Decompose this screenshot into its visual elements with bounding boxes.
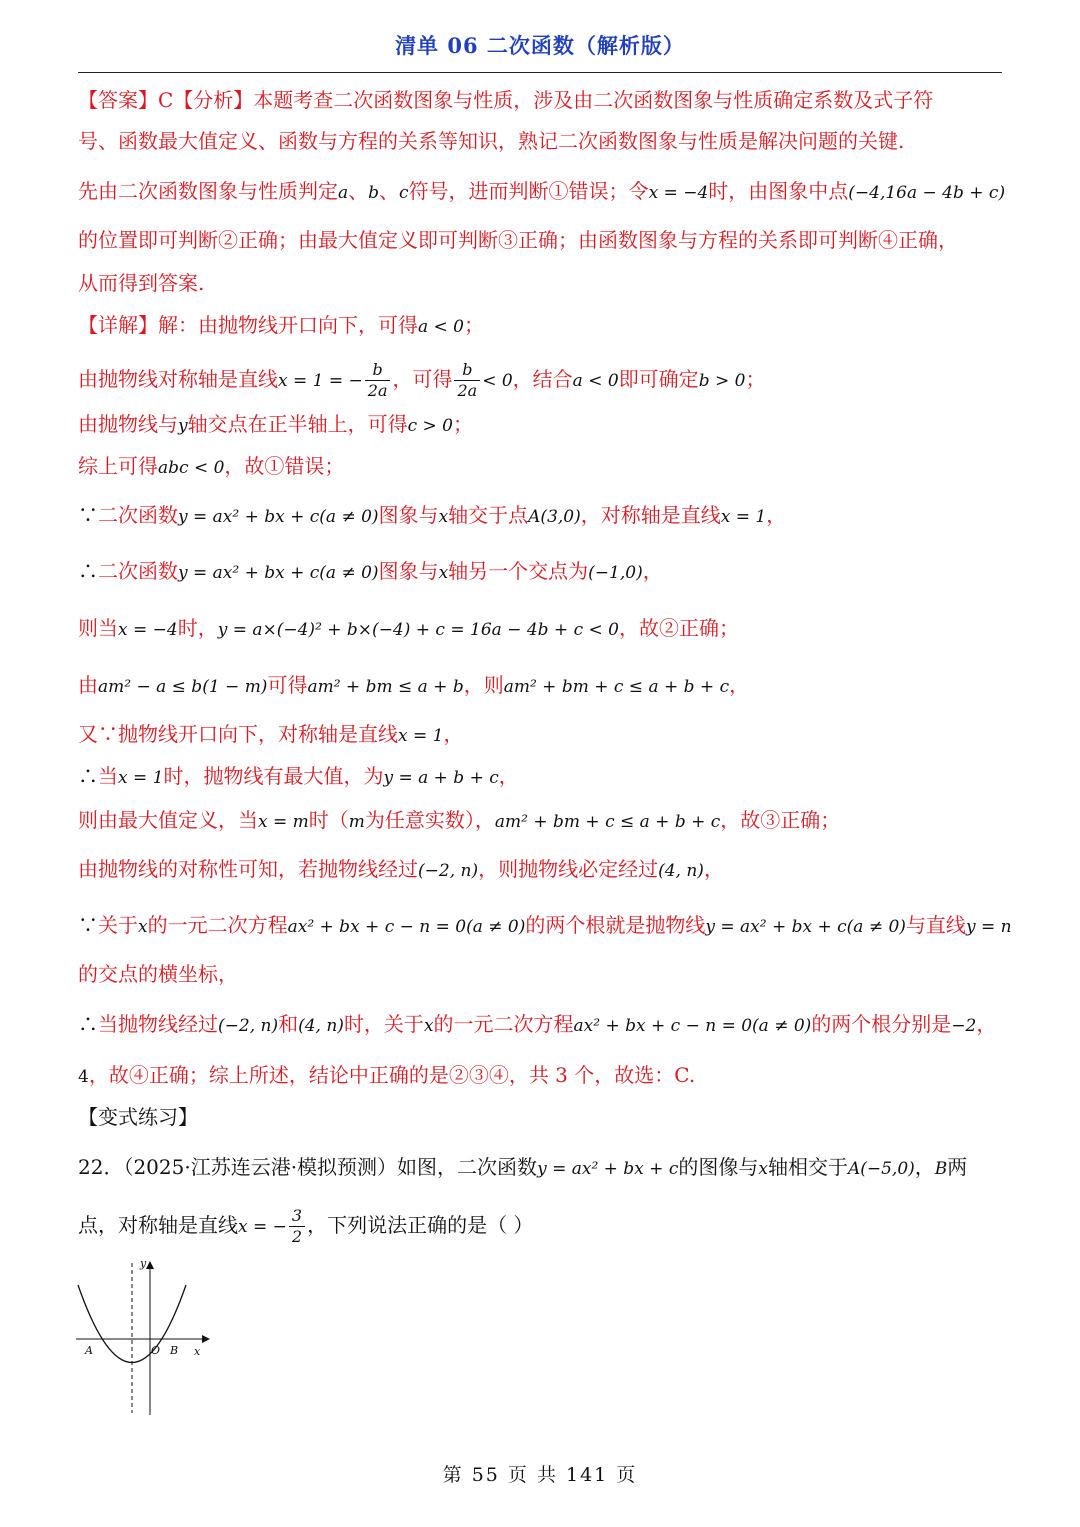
header-divider: [78, 72, 1002, 73]
detail-line-8: 由am² − a ≤ b(1 − m)可得am² + bm ≤ a + b，则am² + bm + c ≤ a + b + c，: [78, 673, 750, 697]
detail-line-4: 综上可得abc < 0，故①错误；: [78, 454, 345, 478]
point-b-label: B: [170, 1344, 179, 1357]
analysis-line-3: 先由二次函数图象与性质判定a、b、c符号，进而判断①错误；令x = −4时，由图象中点(−4,16a − 4b + c): [78, 179, 1006, 203]
detail-line-16: 4，故④正确；综上所述，结论中正确的是②③④，共 3 个，故选：C.: [78, 1063, 696, 1087]
detail-line-13: ∵关于x的一元二次方程ax² + bx + c − n = 0(a ≠ 0)的两个根就是抛物线y = ax² + bx + c(a ≠ 0)与直线y = n: [78, 913, 1012, 937]
origin-label: O: [151, 1344, 161, 1357]
y-axis-arrow: [146, 1261, 154, 1269]
detail-line-6: ∴二次函数y = ax² + bx + c(a ≠ 0)图象与x轴另一个交点为(−1,0)，: [78, 559, 663, 583]
page-header-title: 清单 06 二次函数（解析版）: [395, 33, 685, 58]
detail-line-9: 又∵抛物线开口向下，对称轴是直线x = 1，: [78, 722, 464, 746]
analysis-line-2: 号、函数最大值定义、函数与方程的关系等知识，熟记二次函数图象与性质是解决问题的关键.: [78, 129, 905, 153]
page-footer: 第 55 页 共 141 页: [442, 1464, 638, 1486]
y-axis-label: y: [140, 1257, 147, 1270]
detail-line-11: 则由最大值定义，当x = m时（m为任意实数），am² + bm + c ≤ a + b + c，故③正确；: [78, 808, 841, 832]
x-axis-arrow: [202, 1335, 210, 1343]
detail-line-2: 由抛物线对称轴是直线x = 1 = − $\frac{b}{2a}$ ，可得 $\frac{b}{2a}$ < 0，结合a < 0即可确定b > 0；: [78, 360, 766, 400]
detail-line-15: ∴当抛物线经过(−2, n)和(4, n)时，关于x的一元二次方程ax² + bx + c − n = 0(a ≠ 0)的两个根分别是−2，: [78, 1012, 997, 1036]
variant-practice-heading: 【变式练习】: [78, 1105, 198, 1129]
detail-line-3: 由抛物线与y轴交点在正半轴上，可得c > 0；: [78, 412, 473, 436]
detail-line-7: 则当x = −4时，y = a×(−4)² + b×(−4) + c = 16a − 4b + c < 0，故②正确；: [78, 616, 739, 640]
analysis-line-5: 从而得到答案.: [78, 271, 205, 295]
point-a-label: A: [85, 1344, 93, 1357]
detail-line-1: 【详解】解：由抛物线开口向下，可得a < 0；: [78, 313, 485, 337]
detail-line-5: ∵二次函数y = ax² + bx + c(a ≠ 0)图象与x轴交于点A(3,0)，对称轴是直线x = 1，: [78, 503, 787, 527]
parabola-graph: [70, 1255, 220, 1420]
detail-line-12: 由抛物线的对称性可知，若抛物线经过(−2, n)，则抛物线必定经过(4, n)，: [78, 857, 724, 881]
detail-line-14: 的交点的横坐标，: [78, 962, 238, 986]
question-22-line-2: 点，对称轴是直线x = − $\frac{3}{2}$ ，下列说法正确的是（ ）: [78, 1206, 534, 1246]
fraction-b-over-2a: $\frac{b}{2a}$: [365, 360, 391, 401]
analysis-line-4: 的位置即可判断②正确；由最大值定义即可判断③正确；由函数图象与方程的关系即可判断④正确，: [78, 228, 958, 252]
answer-line: 【答案】C【分析】本题考查二次函数图象与性质，涉及由二次函数图象与性质确定系数及式子符: [78, 88, 934, 112]
x-axis-label: x: [194, 1345, 201, 1358]
detail-line-10: ∴当x = 1时，抛物线有最大值，为y = a + b + c，: [78, 764, 519, 788]
question-22-line-1: 22．（2025·江苏连云港·模拟预测）如图，二次函数y = ax² + bx + c的图像与x轴相交于A(−5,0)，B两: [78, 1155, 968, 1179]
fraction-b-over-2a-2: $\frac{b}{2a}$: [454, 360, 480, 401]
fraction-3-over-2: $\frac{3}{2}$: [289, 1206, 305, 1247]
